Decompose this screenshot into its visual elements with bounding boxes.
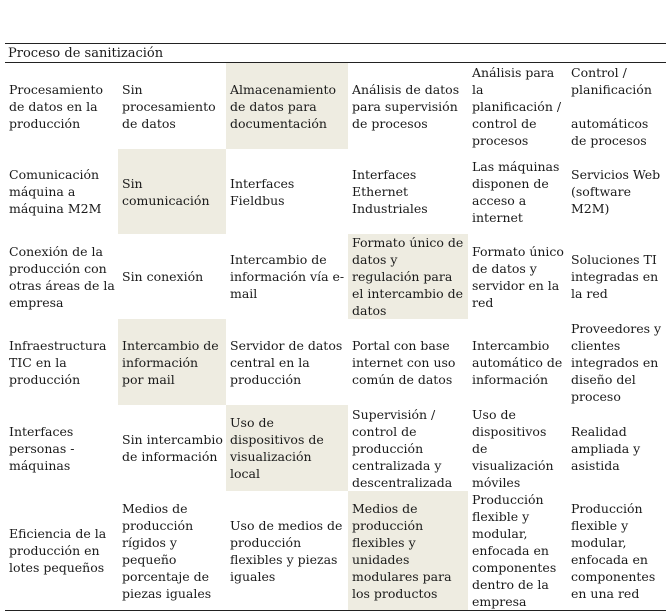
row-label-cell: Procesamiento de datos en la producción <box>9 81 104 131</box>
table-row <box>5 319 666 405</box>
highlighted-cell: Sin comunicación <box>118 149 226 234</box>
table-cell: Soluciones TI integradas en la red <box>571 252 659 301</box>
table-cell: Sin conexión <box>122 269 204 284</box>
table-cell: Medios de producción rígidos y pequeño porcentaje de piezas iguales <box>122 500 212 601</box>
bottom-rule <box>5 610 666 611</box>
table-cell: Portal con base internet con uso común de datos <box>352 337 456 387</box>
table-cell: Uso de medios de producción flexibles y piezas iguales <box>230 517 343 584</box>
table-cell: Uso de dispositivos de visualización móviles <box>472 406 554 490</box>
highlighted-cell: Intercambio de información por mail <box>118 319 226 405</box>
row-label-cell: Comunicación máquina a máquina M2M <box>9 167 102 216</box>
table-cell: Producción flexible y modular, enfocada en componentes en una red <box>571 500 656 601</box>
row-label-cell: Eficiencia de la producción en lotes pequeños <box>9 526 107 575</box>
table-row <box>5 234 666 319</box>
maturity-table <box>5 63 666 610</box>
table-row <box>5 63 666 149</box>
table-row <box>5 491 666 610</box>
row-label-cell: Conexión de la producción con otras áreas de la empresa <box>9 243 115 310</box>
table-cell: Control / planificación automáticos de procesos <box>571 64 652 148</box>
table-cell: Servidor de datos central en la producción <box>230 337 343 387</box>
highlighted-cell: Medios de producción flexibles y unidades modulares para los productos <box>348 491 468 610</box>
table-cell: Análisis para la planificación / control de procesos <box>472 64 562 148</box>
table-cell: Sin intercambio de información <box>122 432 223 464</box>
highlighted-cell: Uso de dispositivos de visualización local <box>226 405 348 491</box>
table-row <box>5 405 666 491</box>
row-label-cell: Interfaces personas - máquinas <box>9 423 75 473</box>
table-row <box>5 149 666 234</box>
maturity-table-container <box>5 43 666 611</box>
highlighted-cell: Almacenamiento de datos para documentación <box>226 63 348 149</box>
table-cell: Formato único de datos y servidor en la red <box>472 243 564 310</box>
table-cell: Servicios Web (software M2M) <box>571 167 661 216</box>
row-label-cell: Infraestructura TIC en la producción <box>9 337 107 387</box>
highlighted-cell: Formato único de datos y regulación para el intercambio de datos <box>348 234 468 319</box>
table-cell: Análisis de datos para supervisión de procesos <box>352 81 460 131</box>
table-cell: Intercambio automático de información <box>472 337 563 387</box>
table-cell: Supervisión / control de producción centralizada y descentralizada <box>352 406 453 490</box>
table-cell: Proveedores y clientes integrados en diseño del proceso <box>571 320 662 404</box>
table-cell: Interfaces Fieldbus <box>230 175 295 208</box>
table-cell: Sin procesamiento de datos <box>122 81 216 131</box>
table-cell: Las máquinas disponen de acceso a internet <box>472 158 560 225</box>
table-title: Proceso de sanitización <box>5 43 666 63</box>
table-cell: Intercambio de información vía e-mail <box>230 252 345 301</box>
table-cell: Interfaces Ethernet Industriales <box>352 167 428 216</box>
table-cell: Producción flexible y modular, enfocada en componentes dentro de la empresa <box>472 492 557 609</box>
table-cell: Realidad ampliada y asistida <box>571 423 641 473</box>
